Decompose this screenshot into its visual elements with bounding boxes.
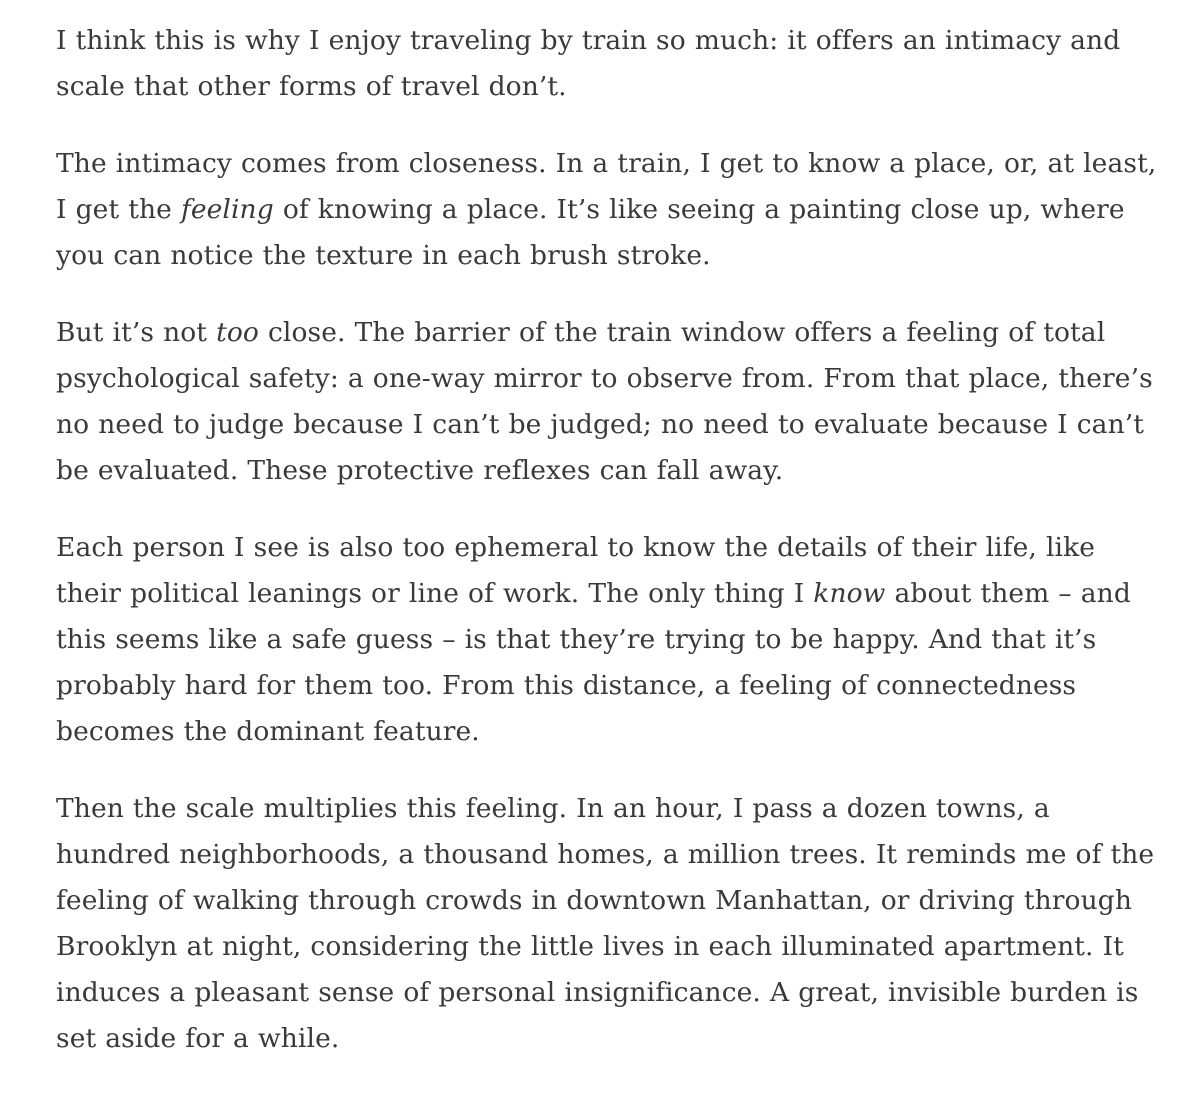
emphasis-text: feeling — [180, 194, 274, 225]
paragraph-1 — [56, 18, 1166, 110]
paragraph-4 — [56, 525, 1166, 755]
paragraph-text: Then the scale multiplies this feeling. In an hour, I pass a dozen towns, a hundred neighborhoods, a thousand homes, a million trees. It reminds me of the feeling of walking through crowds in downtown Manhattan, or driving through Brooklyn at night, considering the little lives in each illuminated apartment. It induces a pleasant sense of personal insignificance. A great, invisible burden is set aside for a while. — [56, 793, 1155, 1054]
paragraph-text: The intimacy comes from closeness. In a train, I get to know a place, or, at least, I get the — [56, 148, 1157, 225]
emphasis-text: too — [216, 317, 259, 348]
paragraph-text: of knowing a place. It’s like seeing a painting close up, where you can notice the texture in each brush stroke. — [56, 194, 1125, 271]
paragraph-text: about them – and this seems like a safe guess – is that they’re trying to be happy. And that it’s probably hard for them too. From this distance, a feeling of connectedness becomes the dominant feature. — [56, 578, 1131, 747]
paragraph-3 — [56, 310, 1166, 494]
paragraph-text: close. The barrier of the train window offers a feeling of total psychological safety: a one-way mirror to observe from. From that place, there’s no need to judge because I can’t be judged; no need to evaluate because I can’t be evaluated. These protective reflexes can fall away. — [56, 317, 1153, 486]
paragraph-text: Each person I see is also too ephemeral to know the details of their life, like their political leanings or line of work. The only thing I — [56, 532, 1096, 609]
paragraph-5 — [56, 786, 1166, 1062]
emphasis-text: know — [813, 578, 886, 609]
paragraph-text: I think this is why I enjoy traveling by train so much: it offers an intimacy and scale that other forms of travel don’t. — [56, 25, 1121, 102]
article-body — [56, 18, 1166, 1093]
paragraph-2 — [56, 141, 1166, 279]
paragraph-text: But it’s not — [56, 317, 217, 348]
